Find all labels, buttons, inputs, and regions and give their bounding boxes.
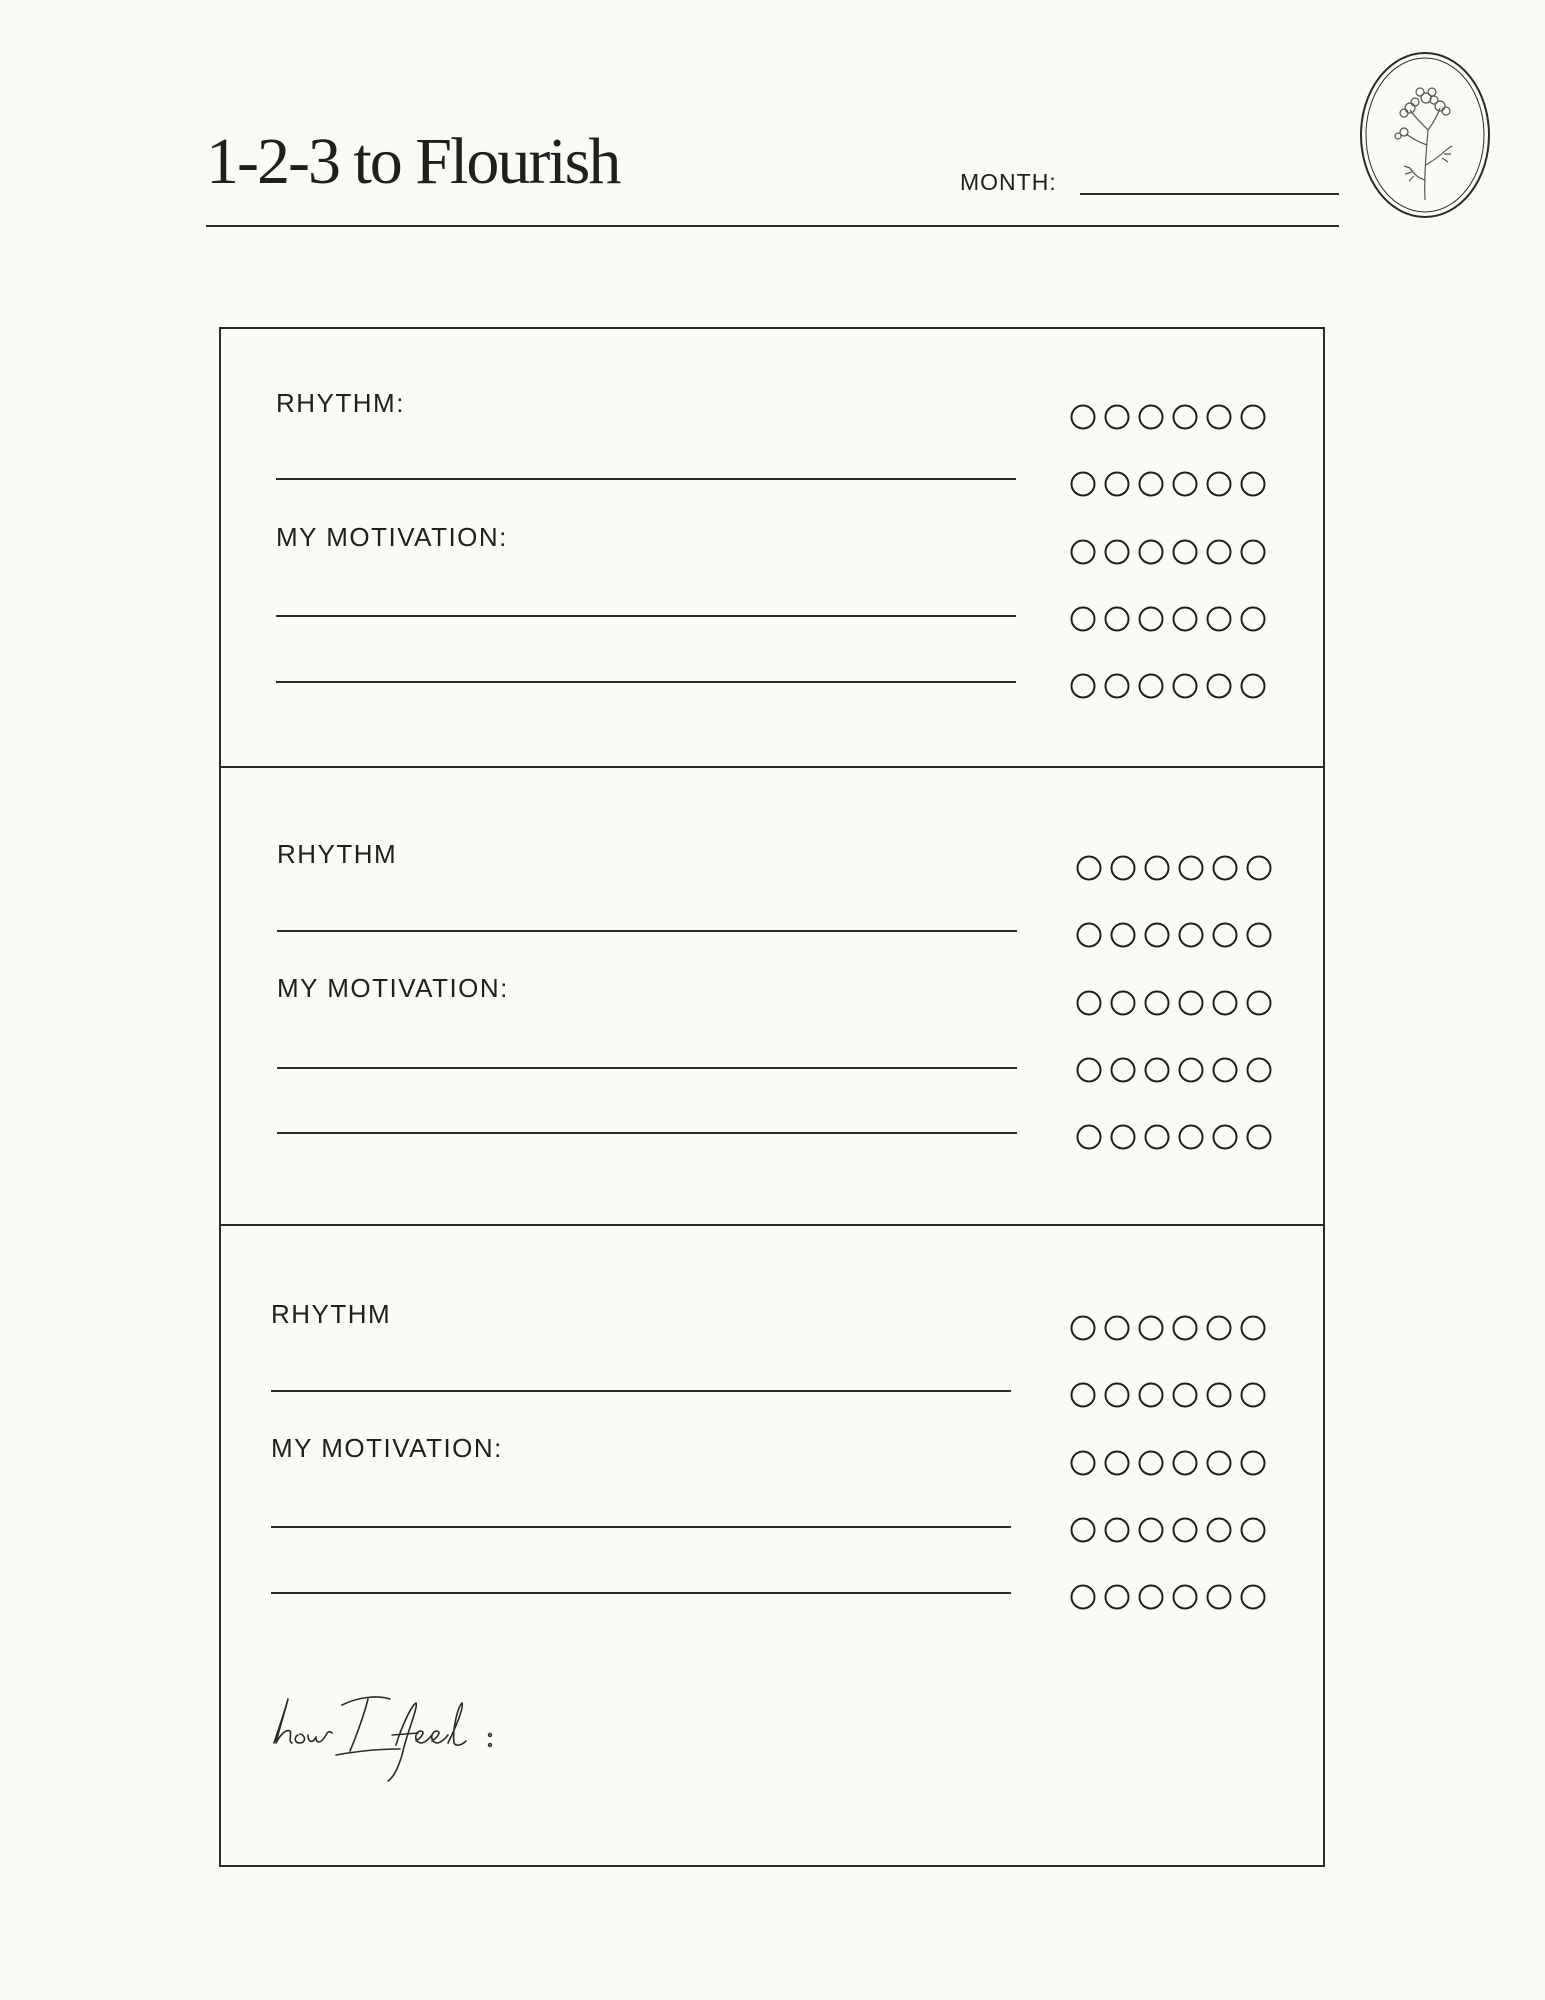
- tracker-row[interactable]: [1070, 1516, 1270, 1546]
- tracker-circle[interactable]: [1242, 1384, 1265, 1407]
- tracker-circle[interactable]: [1174, 1317, 1197, 1340]
- tracker-circle[interactable]: [1112, 924, 1135, 947]
- tracker-circle[interactable]: [1174, 1519, 1197, 1542]
- tracker-circle[interactable]: [1242, 608, 1265, 631]
- tracker-circle[interactable]: [1208, 675, 1231, 698]
- tracker-circle[interactable]: [1146, 992, 1169, 1015]
- tracker-circle[interactable]: [1106, 1317, 1129, 1340]
- tracker-row[interactable]: [1070, 1449, 1270, 1479]
- header-divider: [206, 225, 1339, 227]
- tracker-circle[interactable]: [1112, 857, 1135, 880]
- tracker-circle[interactable]: [1208, 608, 1231, 631]
- tracker-circle[interactable]: [1208, 406, 1231, 429]
- tracker-circle[interactable]: [1078, 924, 1101, 947]
- tracker-circle[interactable]: [1208, 1384, 1231, 1407]
- tracker-circle[interactable]: [1072, 1452, 1095, 1475]
- motivation-input-line[interactable]: [277, 1067, 1017, 1069]
- tracker-circle[interactable]: [1140, 541, 1163, 564]
- tracker-circle[interactable]: [1106, 608, 1129, 631]
- tracker-circle[interactable]: [1140, 473, 1163, 496]
- tracker-circle[interactable]: [1072, 541, 1095, 564]
- month-input-line[interactable]: [1080, 193, 1339, 195]
- motivation-label: MY MOTIVATION:: [276, 522, 508, 552]
- tracker-circle[interactable]: [1248, 924, 1271, 947]
- tracker-row[interactable]: [1076, 989, 1276, 1019]
- tracker-row[interactable]: [1076, 1123, 1276, 1153]
- tracker-circle[interactable]: [1174, 541, 1197, 564]
- tracker-circle[interactable]: [1242, 1519, 1265, 1542]
- tracker-circle[interactable]: [1072, 1519, 1095, 1542]
- tracker-circle[interactable]: [1214, 924, 1237, 947]
- tracker-row[interactable]: [1070, 1381, 1270, 1411]
- tracker-row[interactable]: [1070, 538, 1270, 568]
- tracker-circle[interactable]: [1214, 857, 1237, 880]
- tracker-circle[interactable]: [1106, 1452, 1129, 1475]
- tracker-circle[interactable]: [1146, 1059, 1169, 1082]
- tracker-circle[interactable]: [1174, 608, 1197, 631]
- tracker-circle[interactable]: [1248, 992, 1271, 1015]
- tracker-circle[interactable]: [1106, 541, 1129, 564]
- tracker-circle[interactable]: [1174, 1586, 1197, 1609]
- tracker-circle[interactable]: [1180, 992, 1203, 1015]
- how-i-feel-script: [270, 1685, 520, 1795]
- tracker-row[interactable]: [1070, 605, 1270, 635]
- tracker-circle[interactable]: [1174, 1384, 1197, 1407]
- tracker-circle[interactable]: [1112, 1126, 1135, 1149]
- tracker-circle[interactable]: [1180, 1126, 1203, 1149]
- tracker-circle[interactable]: [1078, 1059, 1101, 1082]
- tracker-circle[interactable]: [1072, 1384, 1095, 1407]
- motivation-input-line[interactable]: [277, 1132, 1017, 1134]
- tracker-circle[interactable]: [1140, 1317, 1163, 1340]
- tracker-circle[interactable]: [1248, 1059, 1271, 1082]
- tracker-circle[interactable]: [1242, 406, 1265, 429]
- tracker-circle[interactable]: [1208, 1586, 1231, 1609]
- tracker-circle[interactable]: [1106, 675, 1129, 698]
- tracker-row[interactable]: [1070, 470, 1270, 500]
- tracker-row[interactable]: [1070, 672, 1270, 702]
- tracker-circle[interactable]: [1242, 1317, 1265, 1340]
- tracker-circle[interactable]: [1214, 1059, 1237, 1082]
- rhythm-input-line[interactable]: [277, 930, 1017, 932]
- tracker-circle[interactable]: [1242, 473, 1265, 496]
- tracker-circle[interactable]: [1174, 1452, 1197, 1475]
- tracker-circle[interactable]: [1078, 992, 1101, 1015]
- motivation-input-line[interactable]: [271, 1526, 1011, 1528]
- tracker-circle[interactable]: [1146, 924, 1169, 947]
- tracker-circle[interactable]: [1072, 406, 1095, 429]
- tracker-circle[interactable]: [1208, 1317, 1231, 1340]
- rhythm-label: RHYTHM:: [276, 388, 405, 418]
- tracker-circle[interactable]: [1208, 1519, 1231, 1542]
- tracker-circle[interactable]: [1174, 473, 1197, 496]
- tracker-circle[interactable]: [1180, 857, 1203, 880]
- tracker-circle[interactable]: [1072, 1317, 1095, 1340]
- tracker-circle[interactable]: [1146, 857, 1169, 880]
- rhythm-input-line[interactable]: [271, 1390, 1011, 1392]
- tracker-circle[interactable]: [1072, 1586, 1095, 1609]
- tracker-circle[interactable]: [1214, 1126, 1237, 1149]
- tracker-circle[interactable]: [1242, 675, 1265, 698]
- tracker-circle[interactable]: [1208, 1452, 1231, 1475]
- tracker-row[interactable]: [1076, 854, 1276, 884]
- page-title: 1-2-3 to Flourish: [206, 125, 620, 198]
- tracker-circle[interactable]: [1106, 406, 1129, 429]
- tracker-circle[interactable]: [1208, 541, 1231, 564]
- tracker-circle[interactable]: [1140, 1384, 1163, 1407]
- tracker-circle[interactable]: [1146, 1126, 1169, 1149]
- tracker-circle[interactable]: [1140, 1452, 1163, 1475]
- tracker-circle[interactable]: [1112, 992, 1135, 1015]
- tracker-circle[interactable]: [1242, 541, 1265, 564]
- motivation-input-line[interactable]: [271, 1592, 1011, 1594]
- tracker-circle[interactable]: [1072, 473, 1095, 496]
- tracker-circle[interactable]: [1112, 1059, 1135, 1082]
- tracker-circle[interactable]: [1180, 1059, 1203, 1082]
- tracker-circle[interactable]: [1078, 857, 1101, 880]
- tracker-circle[interactable]: [1174, 675, 1197, 698]
- rhythm-label: RHYTHM: [271, 1299, 392, 1329]
- tracker-circle[interactable]: [1174, 406, 1197, 429]
- flower-emblem-icon: [1358, 50, 1493, 220]
- tracker-circle[interactable]: [1140, 1519, 1163, 1542]
- tracker-circle[interactable]: [1214, 992, 1237, 1015]
- tracker-circle[interactable]: [1242, 1452, 1265, 1475]
- tracker-row[interactable]: [1070, 403, 1270, 433]
- tracker-circle[interactable]: [1140, 675, 1163, 698]
- tracker-row[interactable]: [1070, 1583, 1270, 1613]
- tracker-circle[interactable]: [1140, 608, 1163, 631]
- tracker-circle[interactable]: [1248, 857, 1271, 880]
- tracker-circle[interactable]: [1208, 473, 1231, 496]
- motivation-input-line[interactable]: [276, 681, 1016, 683]
- tracker-row[interactable]: [1076, 1056, 1276, 1086]
- tracker-circle[interactable]: [1106, 1384, 1129, 1407]
- tracker-circle[interactable]: [1248, 1126, 1271, 1149]
- month-label: MONTH:: [960, 169, 1057, 195]
- tracker-circle[interactable]: [1180, 924, 1203, 947]
- tracker-circle[interactable]: [1242, 1586, 1265, 1609]
- tracker-circle[interactable]: [1140, 406, 1163, 429]
- tracker-circle[interactable]: [1072, 608, 1095, 631]
- tracker-circle[interactable]: [1106, 473, 1129, 496]
- motivation-label: MY MOTIVATION:: [277, 973, 509, 1003]
- tracker-circle[interactable]: [1078, 1126, 1101, 1149]
- tracker-circle[interactable]: [1106, 1586, 1129, 1609]
- motivation-label: MY MOTIVATION:: [271, 1433, 503, 1463]
- rhythm-input-line[interactable]: [276, 478, 1016, 480]
- tracker-circle[interactable]: [1140, 1586, 1163, 1609]
- rhythm-label: RHYTHM: [277, 839, 398, 869]
- tracker-row[interactable]: [1070, 1314, 1270, 1344]
- motivation-input-line[interactable]: [276, 615, 1016, 617]
- tracker-row[interactable]: [1076, 921, 1276, 951]
- tracker-circle[interactable]: [1072, 675, 1095, 698]
- tracker-circle[interactable]: [1106, 1519, 1129, 1542]
